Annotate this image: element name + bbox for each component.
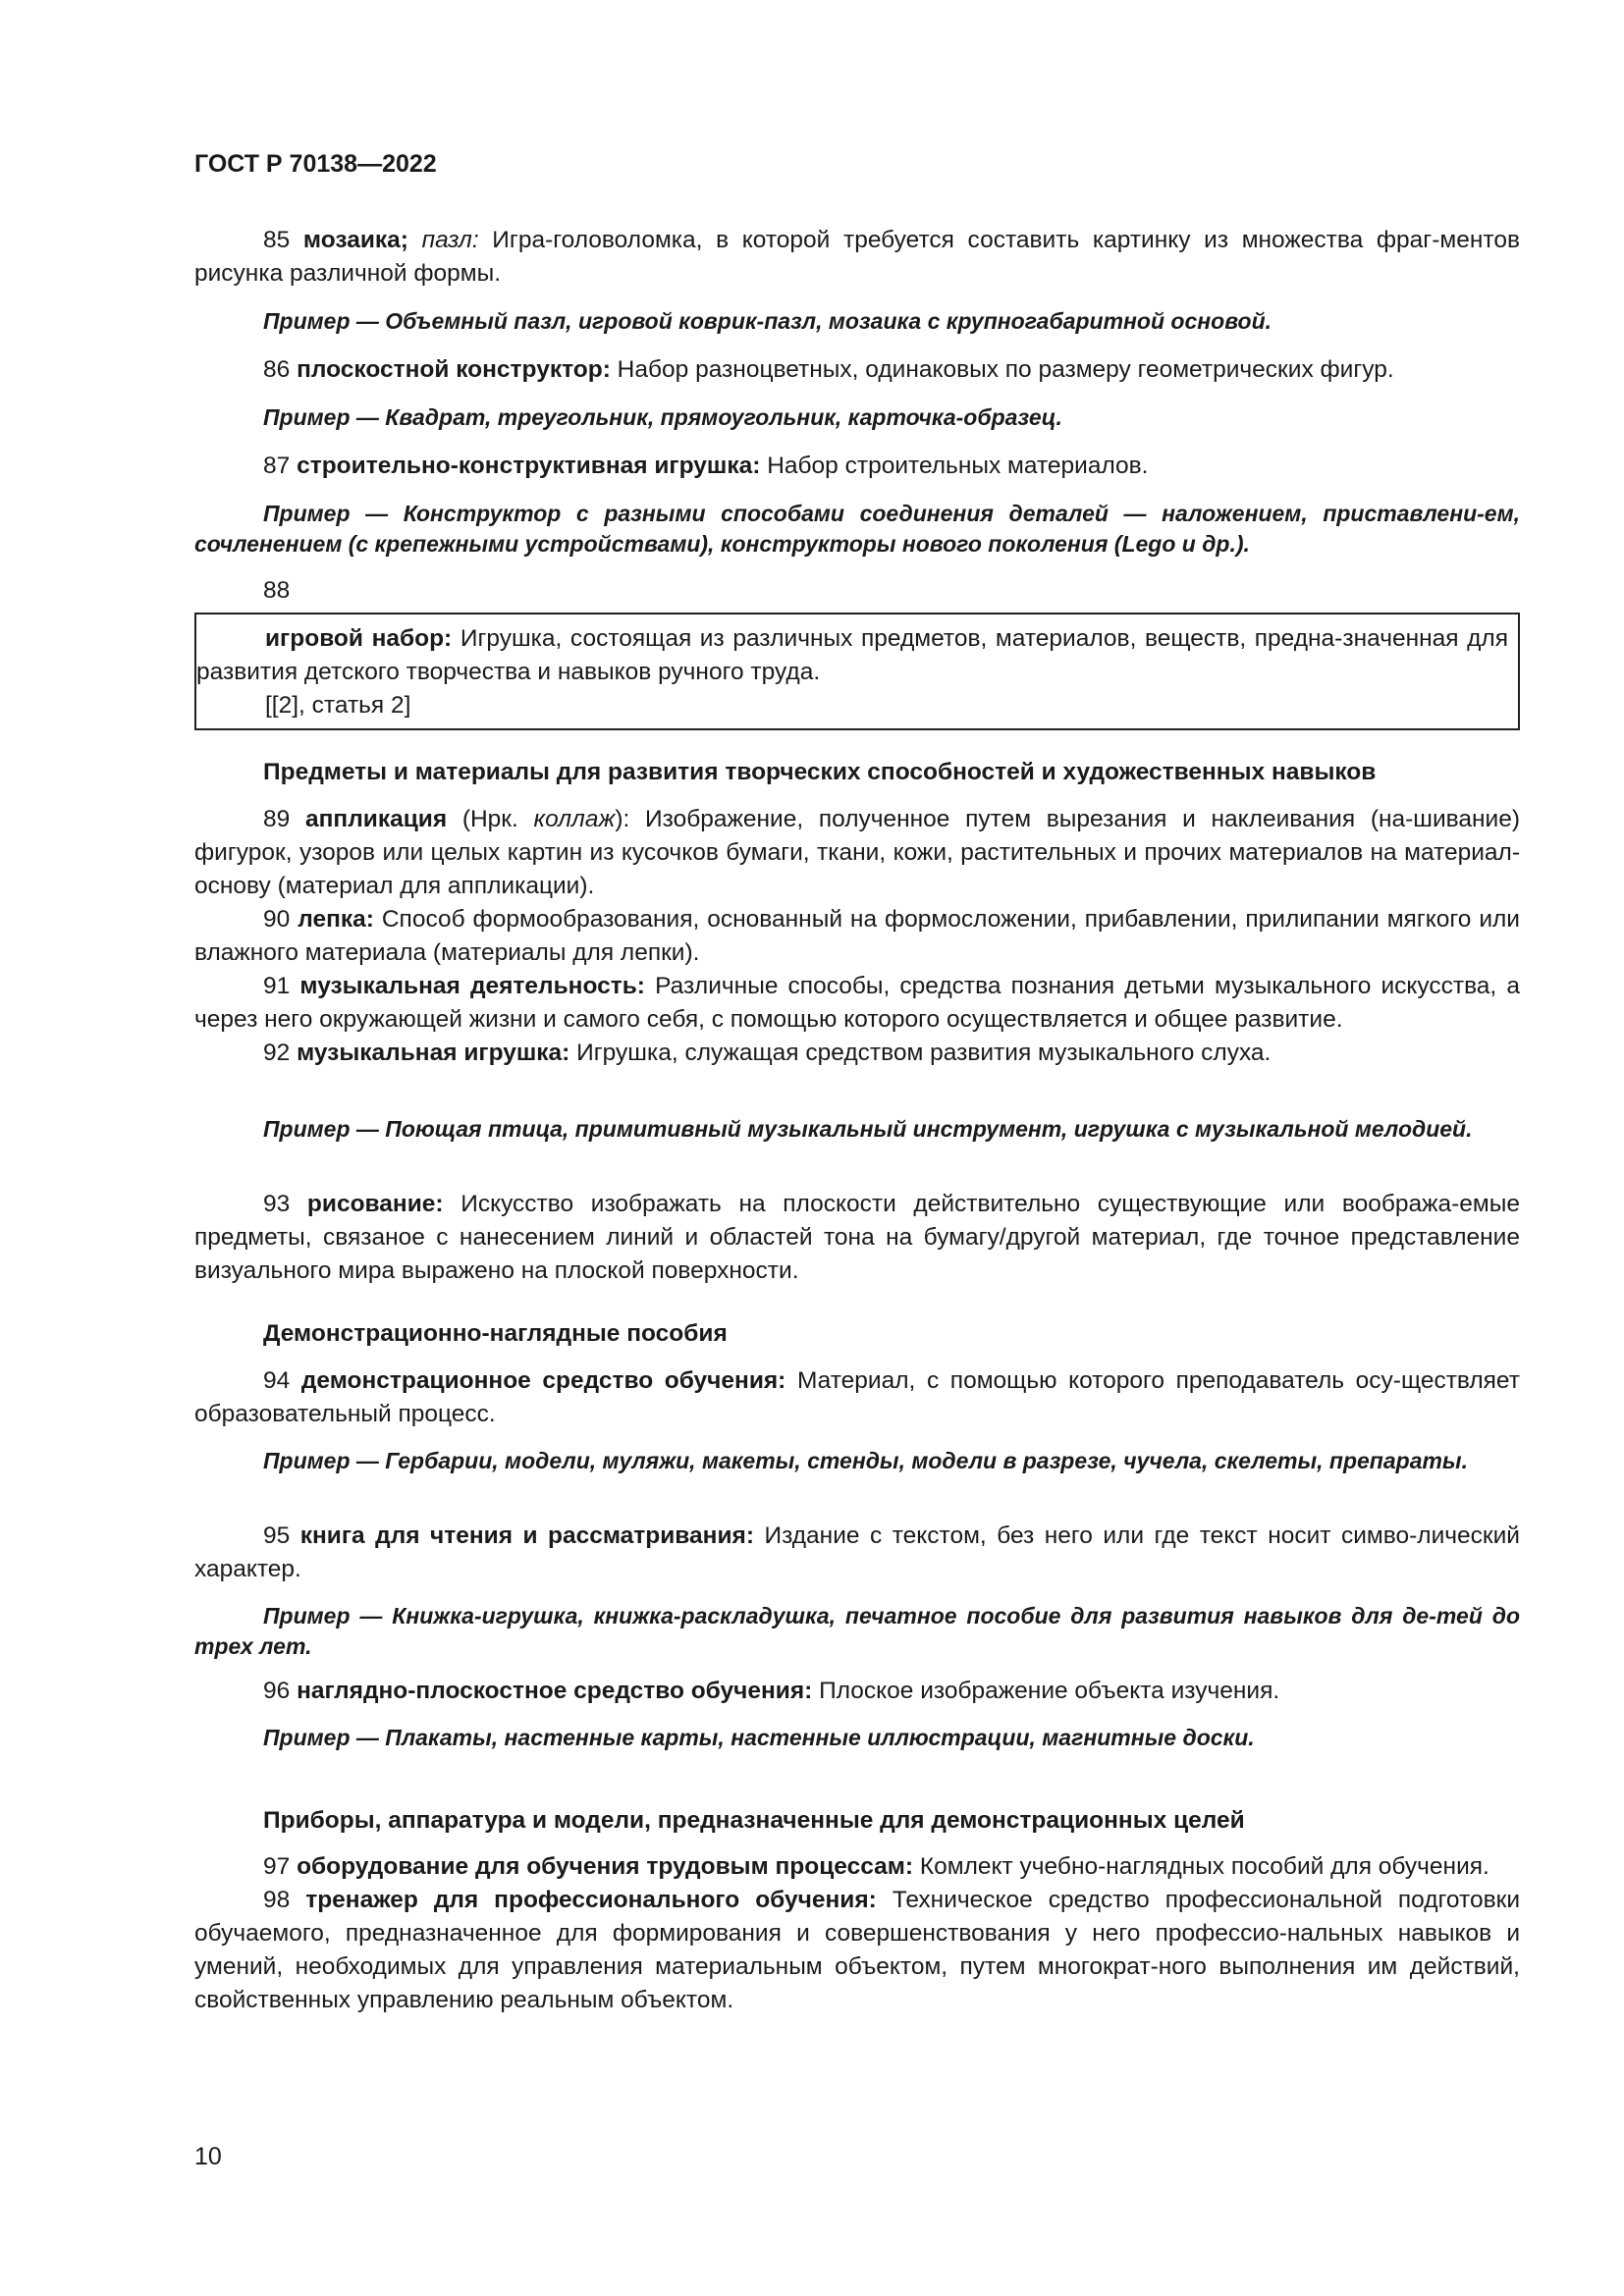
entry-91: 91 музыкальная деятельность: Различные способы, средства познания детьми музыкального искусства, а через него окружающей жизни и самого себя, с помощью которого осуществляется и общее развитие.: [194, 973, 1520, 1033]
section-heading: Приборы, аппаратура и модели, предназначенные для демонстрационных целей: [263, 1807, 1245, 1834]
entry-93: [194, 1188, 1520, 1288]
entry-94: [194, 1364, 1520, 1431]
definition: Игра-головоломка, в которой требуется составить картинку из множества фраг-ментов рисунка различной формы.: [194, 227, 1520, 287]
example-94: Пример — Гербарии, модели, муляжи, макеты, стенды, модели в разрезе, чучела, скелеты, препараты.: [263, 1448, 1468, 1473]
entry-88-number: 88: [263, 577, 291, 604]
term: книга для чтения и рассматривания:: [299, 1522, 754, 1549]
entry-number: 89: [263, 806, 291, 832]
term: рисование:: [306, 1191, 444, 1217]
entry-number: 96: [263, 1678, 291, 1704]
entry-number: 87: [263, 453, 291, 479]
entry-85: [194, 224, 1520, 291]
entry-number: 94: [263, 1367, 291, 1394]
example-96: Пример — Плакаты, настенные карты, настенные иллюстрации, магнитные доски.: [263, 1725, 1255, 1750]
term: мозаика;: [302, 227, 408, 253]
section-heading: Предметы и материалы для развития творческих способностей и художественных навыков: [263, 759, 1377, 785]
definition: Игрушка, состоящая из различных предметов, материалов, веществ, предна-значенная для развития детского творчества и навыков ручного труда.: [196, 625, 1508, 685]
term: оборудование для обучения трудовым процессам:: [297, 1853, 914, 1880]
entry-98: 98 тренажер для профессионального обучения: Техническое средство профессиональной подготовки обучаемого, предназначенное для формирования и совершенствования у него профессио-нальных навыков и умений, необходимых для управления материальным объектом, путем многократ-ного выполнения им действий, свойственных управлению реальным объектом.: [194, 1887, 1520, 2013]
entry-95: [194, 1520, 1520, 1586]
entry-87: [194, 450, 1520, 483]
term: аппликация: [304, 806, 448, 832]
entry-number: 97: [263, 1853, 291, 1880]
entry-number: 93: [263, 1191, 291, 1217]
example-95: Пример — Книжка-игрушка, книжка-раскладушка, печатное пособие для развития навыков для де-тей до трех лет.: [194, 1603, 1520, 1659]
section-heading: Демонстрационно-наглядные пособия: [263, 1320, 728, 1347]
document-code: ГОСТ Р 70138—2022: [194, 150, 437, 178]
entry-number: 85: [263, 227, 291, 253]
example-92: Пример — Поющая птица, примитивный музыкальный инструмент, игрушка с музыкальной мелодией.: [263, 1116, 1473, 1142]
definition: Комлект учебно-наглядных пособий для обучения.: [919, 1853, 1489, 1880]
entry-89: 89 аппликация (Нрк. коллаж): Изображение, полученное путем вырезания и наклеивания (на-шивание) фигурок, узоров или целых картин из кусочков бумаги, ткани, кожи, растительных и прочих материалов на материал-основу (материал для аппликации). 90 лепка: Способ формообразования, основанный на формосложении, прибавлении, прилипании мягкого или влажного материала (материалы для лепки). 91 музыкальная деятельность: Различные способы, средства познания детьми музыкального искусства, а через него окружающей жизни и самого себя, с помощью которого осуществляется и общее развитие. 92 музыкальная игрушка: Игрушка, служащая средством развития музыкального слуха.: [194, 803, 1520, 1070]
example-87: Пример — Конструктор с разными способами соединения деталей — наложением, приставлени-ем, сочленением (с крепежными устройствами), конструкторы нового поколения (Lego и др.).: [194, 501, 1520, 557]
entry-97: [194, 1850, 1520, 2017]
definition: Изображение, полученное путем вырезания и наклеивания (на-шивание) фигурок, узоров или целых картин из кусочков бумаги, ткани, кожи, растительных и прочих материалов на материал-основу (материал для аппликации).: [194, 806, 1520, 899]
term: строительно-конструктивная игрушка:: [297, 453, 761, 479]
definition: Материал, с помощью которого преподаватель осу-ществляет образовательный процесс.: [194, 1367, 1520, 1427]
term: игровой набор:: [265, 625, 453, 652]
definition: Плоское изображение объекта изучения.: [819, 1678, 1280, 1704]
term: демонстрационное средство обучения:: [300, 1367, 786, 1394]
term: наглядно-плоскостное средство обучения:: [297, 1678, 813, 1704]
entry-88-box: [194, 613, 1520, 730]
definition: Издание с текстом, без него или где текст носит симво-лический характер.: [194, 1522, 1520, 1582]
entry-90: 90 лепка: Способ формообразования, основанный на формосложении, прибавлении, прилипании мягкого или влажного материала (материалы для лепки).: [194, 906, 1520, 966]
example-85: Пример — Объемный пазл, игровой коврик-пазл, мозаика с крупногабаритной основой.: [263, 308, 1272, 334]
definition: Набор разноцветных, одинаковых по размеру геометрических фигур.: [617, 356, 1394, 383]
entry-92: 92 музыкальная игрушка: Игрушка, служащая средством развития музыкального слуха.: [263, 1040, 1272, 1066]
definition: Искусство изображать на плоскости действительно существующие или вообража-емые предметы, связаное с нанесением линий и областей тона на бумагу/другой материал, где точное представление визуального мира выражено на плоской поверхности.: [194, 1191, 1520, 1284]
example-86: Пример — Квадрат, треугольник, прямоугольник, карточка-образец.: [263, 404, 1062, 430]
term: плоскостной конструктор:: [297, 356, 611, 383]
definition: Набор строительных материалов.: [767, 453, 1149, 479]
synonym: пазл:: [421, 227, 479, 253]
reference: [[2], статья 2]: [265, 692, 411, 719]
entry-number: 95: [263, 1522, 291, 1549]
entry-number: 86: [263, 356, 291, 383]
entry-86: [194, 353, 1520, 387]
page-number: 10: [194, 2143, 222, 2170]
entry-96: [194, 1675, 1520, 1708]
